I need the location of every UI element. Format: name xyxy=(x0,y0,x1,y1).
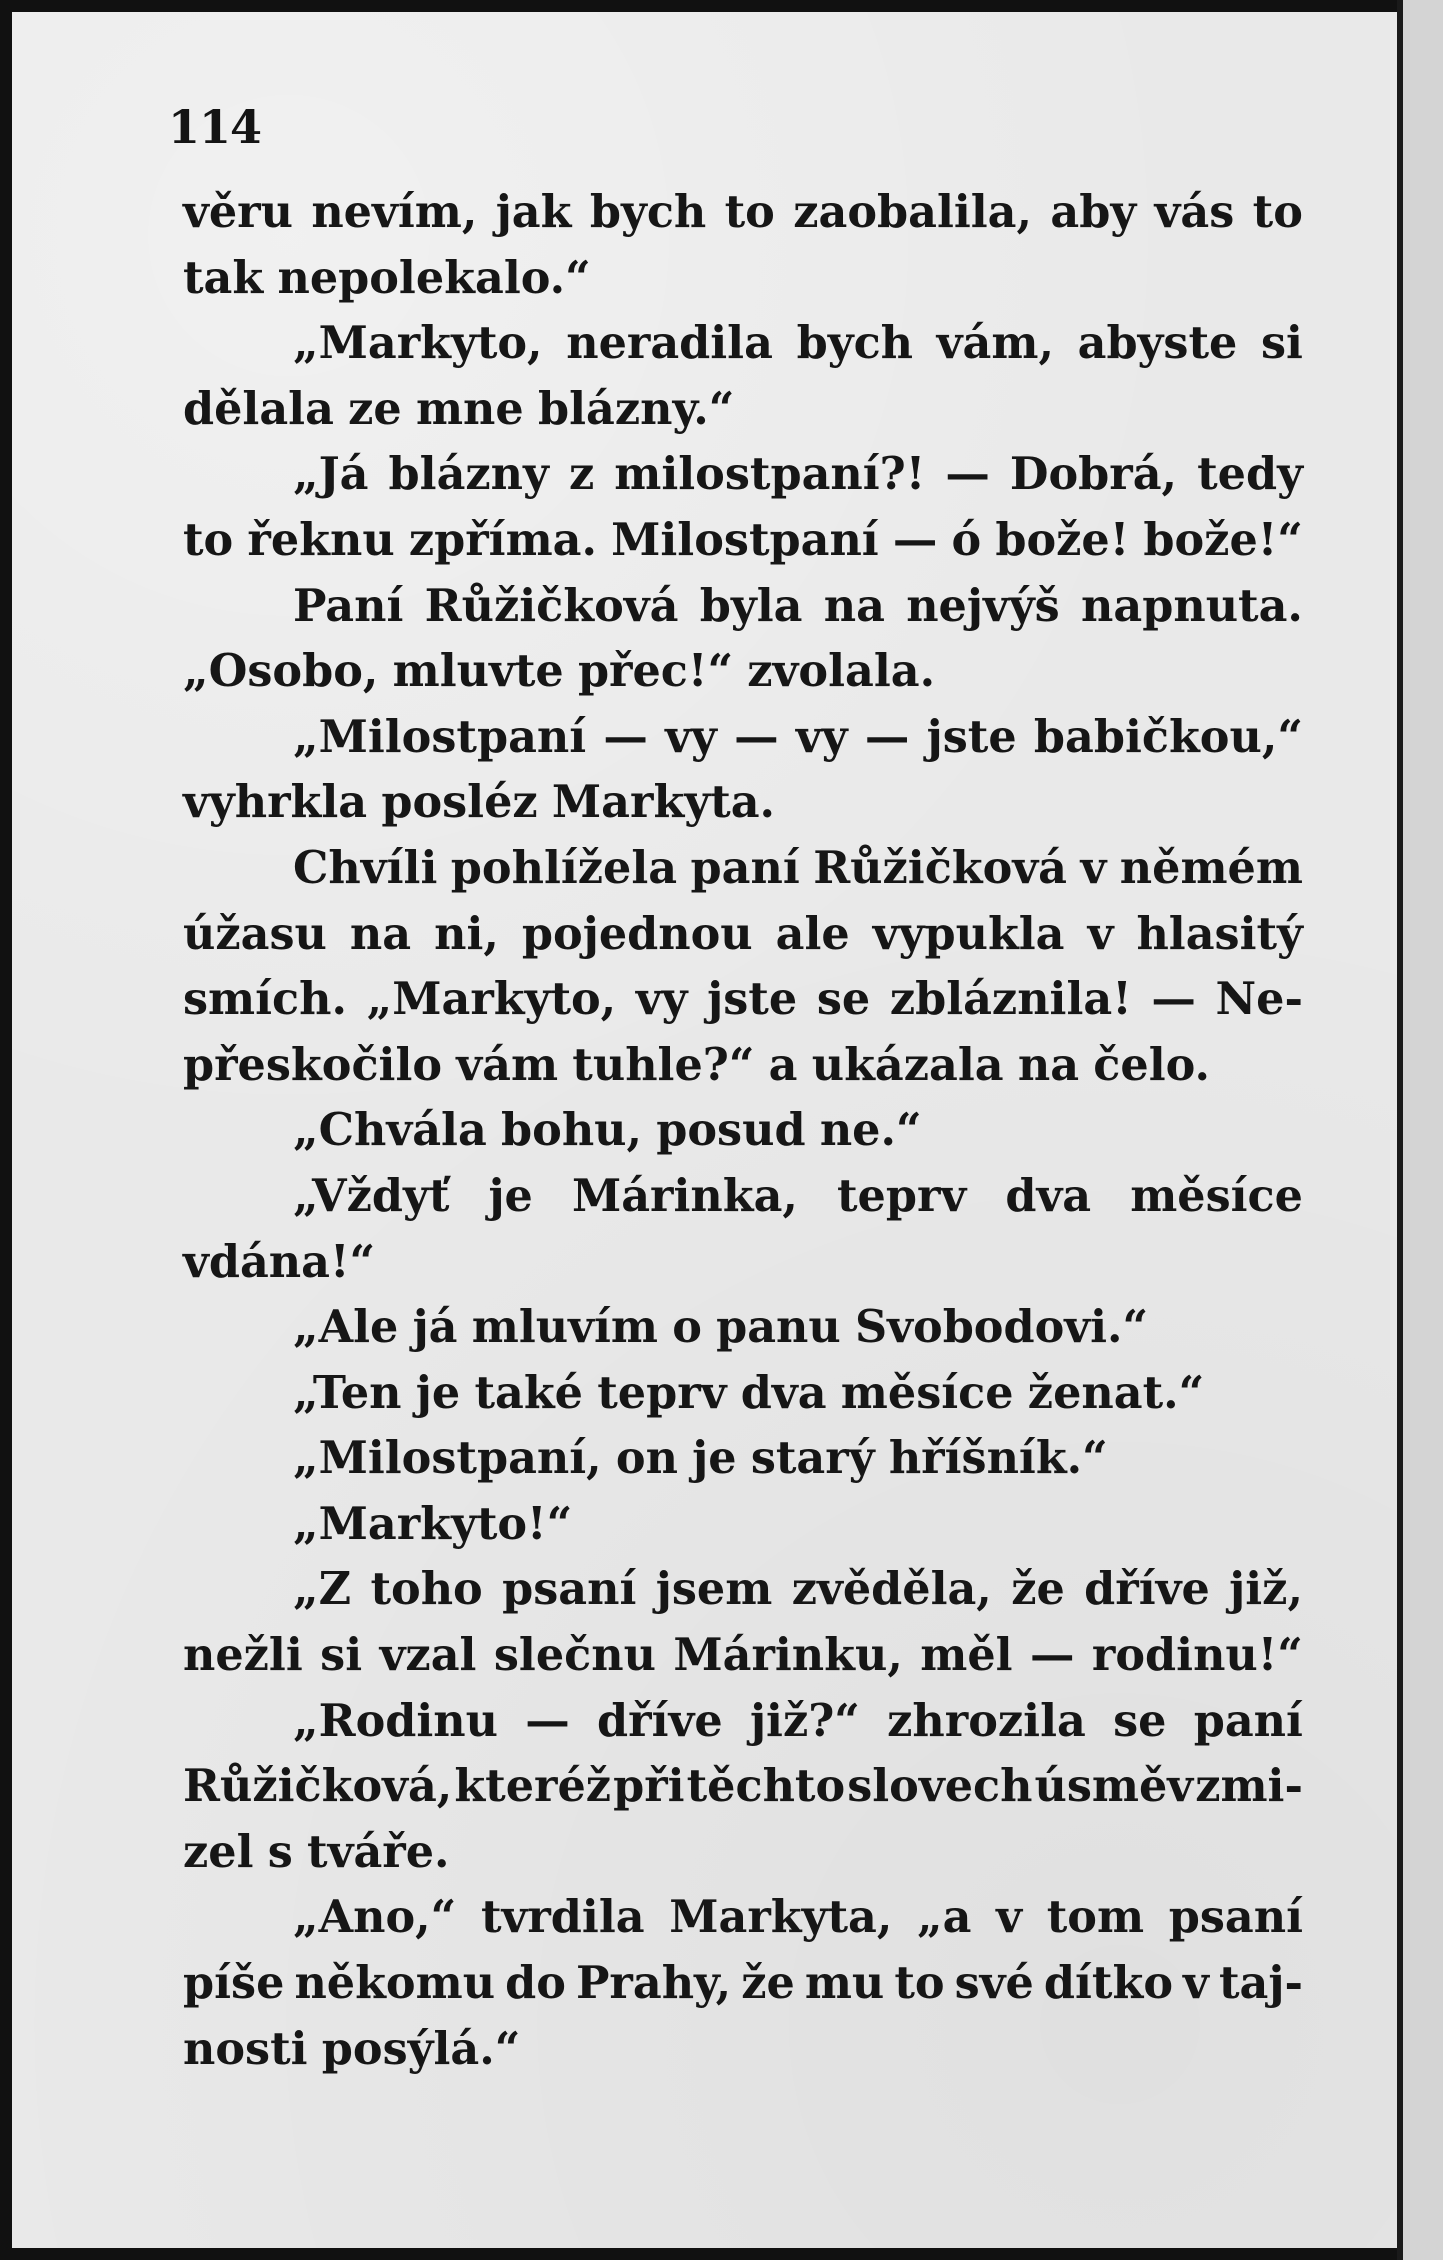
word: dříve xyxy=(597,1694,723,1747)
word: měl xyxy=(920,1629,1013,1682)
word: se xyxy=(816,973,871,1026)
text-line xyxy=(183,1426,1303,1492)
word: teprv xyxy=(836,1169,967,1222)
word: napnuta. xyxy=(1081,579,1303,632)
word: ne.“ xyxy=(819,1104,922,1157)
word: „Milostpaní xyxy=(293,710,587,763)
word: Paní xyxy=(293,579,404,632)
word: úsměv xyxy=(1034,1760,1194,1813)
word: ale xyxy=(775,907,850,960)
word: je xyxy=(488,1169,533,1222)
text-line xyxy=(183,574,1303,640)
text-line xyxy=(183,1557,1303,1623)
word: své xyxy=(954,1957,1034,2010)
word: teprv xyxy=(597,1366,727,1419)
word: kteréž xyxy=(454,1760,612,1813)
text-line xyxy=(183,1492,1303,1558)
word: to xyxy=(183,513,234,566)
word: — xyxy=(1151,973,1196,1026)
text-line xyxy=(183,1361,1303,1427)
word: tom xyxy=(1046,1891,1145,1944)
word: slovech xyxy=(847,1760,1033,1813)
word: byla xyxy=(699,579,803,632)
word: posýlá.“ xyxy=(321,2022,521,2075)
word: Márinka, xyxy=(571,1169,798,1222)
word: bohu, xyxy=(501,1104,643,1157)
word: toho xyxy=(370,1563,483,1616)
word: tváře. xyxy=(307,1825,450,1878)
word: měsíce xyxy=(840,1366,1014,1419)
word: si xyxy=(320,1629,363,1682)
word: — xyxy=(525,1694,570,1747)
word: Ne- xyxy=(1215,973,1303,1026)
word: vás xyxy=(1154,186,1235,238)
word: je xyxy=(692,1432,737,1485)
word: Růžičková xyxy=(813,841,1068,894)
word: v xyxy=(1087,907,1114,960)
word: „Z xyxy=(293,1563,352,1616)
word: jste xyxy=(707,973,798,1026)
word: mluvím xyxy=(471,1301,658,1354)
word: panu xyxy=(716,1301,841,1354)
word: dítko xyxy=(1043,1957,1173,2010)
word: přeskočilo xyxy=(183,1038,443,1091)
text-line xyxy=(183,1230,1303,1296)
word: se xyxy=(1113,1694,1167,1747)
word: paní xyxy=(1193,1694,1303,1747)
word: blázny.“ xyxy=(537,382,735,435)
text-line xyxy=(183,311,1303,377)
text-line xyxy=(183,1623,1303,1689)
text-line xyxy=(183,1689,1303,1755)
word: z xyxy=(568,448,595,501)
word: starý xyxy=(750,1432,875,1485)
text-line xyxy=(183,1754,1303,1820)
word: „Chvála xyxy=(293,1104,487,1157)
word: Růžičková xyxy=(424,579,679,632)
text-line xyxy=(183,902,1303,968)
word: „Ten xyxy=(293,1366,402,1419)
word: na xyxy=(1017,1038,1080,1091)
word: ukázala xyxy=(811,1038,1004,1091)
word: zvolala. xyxy=(747,645,936,698)
word: „a xyxy=(917,1891,972,1944)
text-line xyxy=(183,1885,1303,1951)
word: Markyta, xyxy=(669,1891,893,1944)
word: jak xyxy=(495,186,572,238)
word: někomu xyxy=(294,1957,496,2010)
word: na xyxy=(349,907,412,960)
word: Markyta. xyxy=(551,776,776,829)
word: abyste xyxy=(1077,317,1238,370)
word: dva xyxy=(740,1366,827,1419)
word: věru xyxy=(183,186,293,238)
word: řeknu xyxy=(247,513,395,566)
word: nepolekalo.“ xyxy=(277,251,591,304)
word: vám xyxy=(456,1038,559,1091)
word: „Já xyxy=(293,448,369,501)
word: „Markyto!“ xyxy=(293,1497,573,1550)
word: já xyxy=(412,1301,458,1354)
word: tvrdila xyxy=(480,1891,645,1944)
text-line xyxy=(183,967,1303,1033)
word: si xyxy=(1261,317,1303,370)
word: přec!“ xyxy=(577,645,734,698)
word: bože!“ xyxy=(1143,513,1303,566)
word: vdána!“ xyxy=(183,1235,376,1288)
word: němém xyxy=(1119,841,1303,894)
text-line xyxy=(183,442,1303,508)
word: psaní xyxy=(502,1563,637,1616)
word: mluvte xyxy=(392,645,564,698)
word: o xyxy=(672,1301,702,1354)
word: smích. xyxy=(183,973,347,1026)
text-line xyxy=(183,2017,1303,2083)
text-line xyxy=(183,377,1303,443)
text-line xyxy=(183,246,1303,312)
word: pohlížela xyxy=(450,841,678,894)
word: zel xyxy=(183,1825,254,1878)
word: taj- xyxy=(1218,1957,1303,2010)
word: již?“ xyxy=(749,1694,860,1747)
text-line xyxy=(183,508,1303,574)
word: již, xyxy=(1229,1563,1303,1616)
word: nežli xyxy=(183,1629,303,1682)
text-line xyxy=(183,1951,1303,2017)
word: těchto xyxy=(686,1760,846,1813)
word: čelo. xyxy=(1093,1038,1210,1091)
word: nevím, xyxy=(311,186,478,238)
word: bych xyxy=(589,186,707,238)
word: babičkou,“ xyxy=(1033,710,1303,763)
word: Chvíli xyxy=(293,841,438,894)
word: zmi- xyxy=(1195,1760,1303,1813)
word: „Osobo, xyxy=(183,645,379,698)
word: při xyxy=(613,1760,685,1813)
word: — xyxy=(1030,1629,1075,1682)
word: „Rodinu xyxy=(293,1694,498,1747)
word: nosti xyxy=(183,2022,308,2075)
text-line xyxy=(183,1820,1303,1886)
word: v xyxy=(1080,841,1107,894)
word: Svobodovi.“ xyxy=(855,1301,1149,1354)
word: neradila xyxy=(566,317,773,370)
word: zbláznila! xyxy=(889,973,1132,1026)
word: rodinu!“ xyxy=(1091,1629,1303,1682)
word: s xyxy=(267,1825,293,1878)
word: Márinku, xyxy=(673,1629,903,1682)
word: dva xyxy=(1005,1169,1092,1222)
word: a xyxy=(768,1038,798,1091)
word: vy xyxy=(795,710,848,763)
word: „Markyto, xyxy=(366,973,617,1026)
word: mu xyxy=(804,1957,885,2010)
word: v xyxy=(996,1891,1023,1944)
word: „Ale xyxy=(293,1301,399,1354)
word: vy xyxy=(635,973,688,1026)
word: milostpaní?! xyxy=(614,448,926,501)
text-line xyxy=(183,705,1303,771)
word: vy xyxy=(665,710,717,763)
word: ze xyxy=(348,382,402,435)
word: úžasu xyxy=(183,907,327,960)
text-line xyxy=(183,180,1303,246)
text-line xyxy=(183,639,1303,705)
word: Prahy, xyxy=(575,1957,732,2010)
word: vám, xyxy=(936,317,1054,370)
word: ó xyxy=(951,513,982,566)
text-line xyxy=(183,1295,1303,1361)
text-line xyxy=(183,836,1303,902)
word: zhrozila xyxy=(887,1694,1086,1747)
word: bože! xyxy=(995,513,1130,566)
word: „Ano,“ xyxy=(293,1891,457,1944)
word: aby xyxy=(1050,186,1137,238)
word: zaobalila, xyxy=(793,186,1033,238)
word: on xyxy=(615,1432,678,1485)
word: posud xyxy=(656,1104,806,1157)
word: dělala xyxy=(183,382,334,435)
word: je xyxy=(415,1366,461,1419)
word: psaní xyxy=(1168,1891,1303,1944)
page-number: 114 xyxy=(168,100,262,154)
word: vzal xyxy=(379,1629,477,1682)
word: posléz xyxy=(381,776,538,829)
word: tedy xyxy=(1197,448,1303,501)
word: Dobrá, xyxy=(1009,448,1178,501)
word: blázny xyxy=(388,448,549,501)
word: to xyxy=(894,1957,945,2010)
word: nejvýš xyxy=(906,579,1060,632)
word: — xyxy=(734,710,779,763)
word: — xyxy=(603,710,648,763)
word: mne xyxy=(415,382,524,435)
word: to xyxy=(1252,186,1303,238)
word: „Vždyť xyxy=(293,1169,450,1222)
word: tak xyxy=(183,251,264,304)
word: Milostpaní xyxy=(611,513,879,566)
word: také xyxy=(474,1366,583,1419)
word: slečnu xyxy=(493,1629,656,1682)
word: měsíce xyxy=(1130,1169,1303,1222)
word: — xyxy=(864,710,910,763)
word: pojednou xyxy=(521,907,753,960)
word: jsem xyxy=(655,1563,773,1616)
page-edge xyxy=(1397,0,1443,2260)
body-text xyxy=(183,180,1303,2082)
word: jste xyxy=(926,710,1017,763)
word: dříve xyxy=(1084,1563,1210,1616)
word: že xyxy=(741,1957,795,2010)
word: „Markyto, xyxy=(293,317,543,370)
word: píše xyxy=(183,1957,285,2010)
word: do xyxy=(505,1957,566,2010)
word: paní xyxy=(690,841,800,894)
word: hlasitý xyxy=(1136,907,1303,960)
word: „Milostpaní, xyxy=(293,1432,602,1485)
word: Růžičková, xyxy=(183,1760,453,1813)
word: ženat.“ xyxy=(1027,1366,1205,1419)
text-line xyxy=(183,1033,1303,1099)
word: — xyxy=(945,448,990,501)
word: ni, xyxy=(434,907,499,960)
word: zvěděla, xyxy=(791,1563,992,1616)
word: zpříma. xyxy=(408,513,597,566)
text-line xyxy=(183,1164,1303,1230)
word: v xyxy=(1183,1957,1209,2010)
word: bych xyxy=(796,317,914,370)
word: tuhle?“ xyxy=(572,1038,755,1091)
word: — xyxy=(892,513,938,566)
word: to xyxy=(724,186,775,238)
word: na xyxy=(823,579,885,632)
word: vypukla xyxy=(872,907,1065,960)
word: hříšník.“ xyxy=(888,1432,1108,1485)
text-line xyxy=(183,770,1303,836)
word: vyhrkla xyxy=(183,776,368,829)
word: že xyxy=(1011,1563,1065,1616)
text-line xyxy=(183,1098,1303,1164)
